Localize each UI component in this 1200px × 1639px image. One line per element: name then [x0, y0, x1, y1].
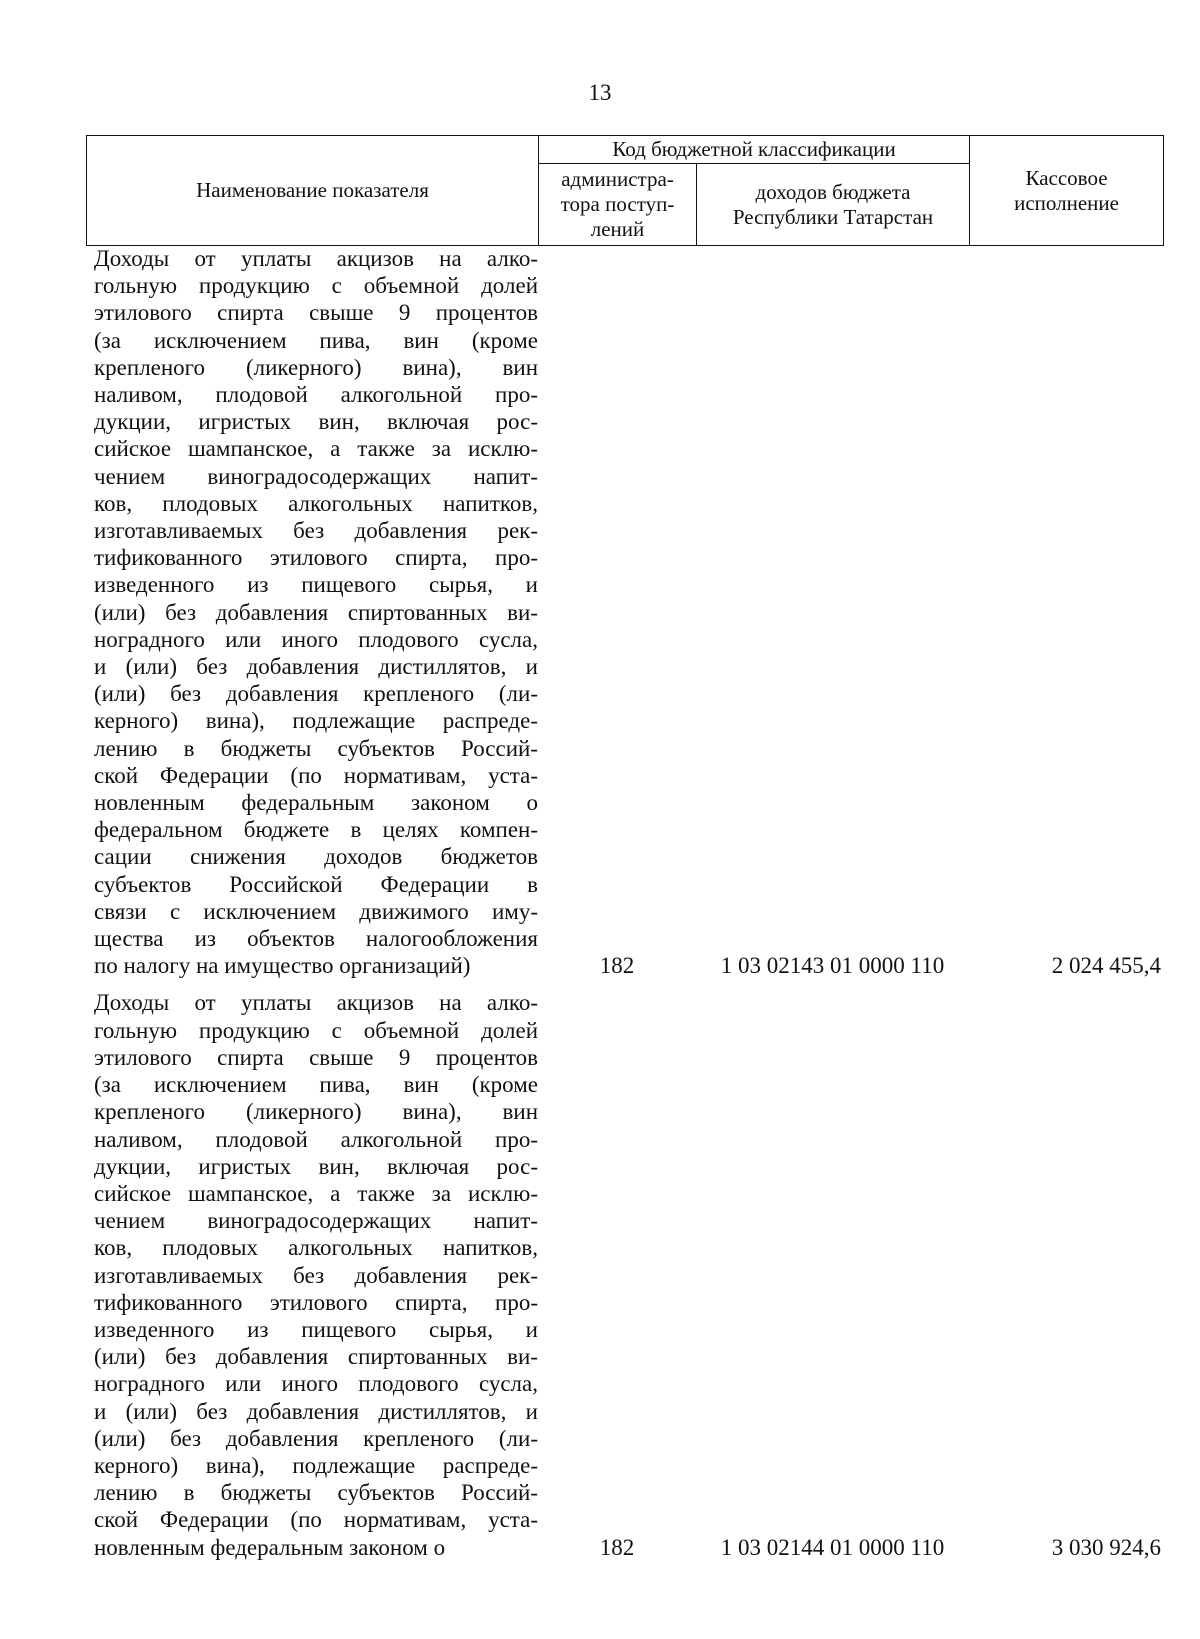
indicator-name-line: лению в бюджеты субъектов Россий- — [94, 1480, 538, 1506]
indicator-name-line: этилового спирта свыше 9 процентов — [94, 300, 538, 326]
table-row — [86, 245, 1163, 979]
indicator-name-line: гольную продукцию с объемной долей — [94, 273, 538, 299]
indicator-name-line: чением виноградосодержащих напит- — [94, 1208, 538, 1234]
column-header-cash-line: исполнение — [1014, 190, 1119, 215]
indicator-name-line: (или) без добавления крепленого (ли- — [94, 1425, 538, 1451]
indicator-name-line: наливом, плодовой алкогольной про- — [94, 1126, 538, 1152]
indicator-name-line: (или) без добавления спиртованных ви- — [94, 1344, 538, 1370]
indicator-name-line: тификованного этилового спирта, про- — [94, 1289, 538, 1315]
column-header-cash-line: Кассовое — [1025, 165, 1108, 190]
indicator-name-line: (или) без добавления крепленого (ли- — [94, 681, 538, 707]
indicator-name-line: крепленого (ликерного) вина), вин — [94, 354, 538, 380]
column-header-cash — [970, 136, 1164, 246]
indicator-name-line: и (или) без добавления дистиллятов, и — [94, 1398, 538, 1424]
cash-amount-cell: 2 024 455,4 — [1051, 953, 1161, 979]
cash-amount-cell: 3 030 924,6 — [1051, 1534, 1161, 1560]
indicator-name-line: тификованного этилового спирта, про- — [94, 545, 538, 571]
indicator-name-line: щества из объектов налогообложения — [94, 926, 538, 952]
indicator-name-line: субъектов Российской Федерации в — [94, 871, 538, 897]
indicator-name-line: сийское шампанское, а также за исклю- — [94, 1180, 538, 1206]
indicator-name-line: изведенного из пищевого сырья, и — [94, 572, 538, 598]
admin-code-cell: 182 — [599, 953, 635, 979]
column-header-income-line: доходов бюджета — [755, 179, 911, 204]
indicator-name-line: новленным федеральным законом о — [94, 1534, 446, 1560]
indicator-name-line: связи с исключением движимого иму- — [94, 898, 538, 924]
admin-code-cell: 182 — [599, 1534, 635, 1560]
indicator-name-line: ков, плодовых алкогольных напитков, — [94, 1235, 538, 1261]
indicator-name-line: ков, плодовых алкогольных напитков, — [94, 490, 538, 516]
indicator-name-line: (за исключением пива, вин (кроме — [94, 1072, 538, 1098]
indicator-name-line: Доходы от уплаты акцизов на алко- — [94, 246, 538, 271]
indicator-name-line: изготавливаемых без добавления рек- — [94, 1262, 538, 1288]
indicator-name-line: (за исключением пива, вин (кроме — [94, 327, 538, 353]
table-header — [86, 135, 1164, 246]
indicator-name-line: дукции, игристых вин, включая рос- — [94, 1153, 538, 1179]
indicator-name-line: керного) вина), подлежащие распреде- — [94, 708, 538, 734]
indicator-name-line: федеральном бюджете в целях компен- — [94, 817, 538, 843]
indicator-name-line: чением виноградосодержащих напит- — [94, 463, 538, 489]
indicator-name-line: по налогу на имущество организаций) — [94, 953, 471, 979]
budget-code-cell: 1 03 02143 01 0000 110 — [720, 953, 945, 979]
table-row — [86, 989, 1163, 1560]
table-body — [86, 245, 1163, 1561]
indicator-name-line: наливом, плодовой алкогольной про- — [94, 382, 538, 408]
indicator-name-line: изготавливаемых без добавления рек- — [94, 518, 538, 544]
column-header-code-group: Код бюджетной классификации — [539, 136, 970, 164]
indicator-name-line: крепленого (ликерного) вина), вин — [94, 1099, 538, 1125]
page-number: 13 — [588, 80, 612, 105]
indicator-name-line: сации снижения доходов бюджетов — [94, 844, 538, 870]
column-header-admin-line: администра- — [561, 167, 674, 191]
indicator-name-line: дукции, игристых вин, включая рос- — [94, 409, 538, 435]
indicator-name-line: сийское шампанское, а также за исклю- — [94, 436, 538, 462]
indicator-name-line: ноградного или иного плодового сусла, — [94, 626, 538, 652]
indicator-name-cell — [86, 989, 538, 1560]
indicator-name-line: новленным федеральным законом о — [94, 790, 538, 816]
indicator-name-line: гольную продукцию с объемной долей — [94, 1017, 538, 1043]
column-header-income-line: Республики Татарстан — [732, 204, 934, 229]
column-header-name: Наименование показателя — [87, 136, 539, 246]
column-header-admin — [539, 164, 697, 246]
column-header-admin-line: тора поступ- — [560, 192, 675, 216]
indicator-name-line: (или) без добавления спиртованных ви- — [94, 599, 538, 625]
indicator-name-line: этилового спирта свыше 9 процентов — [94, 1044, 538, 1070]
row-spacer — [86, 979, 1163, 989]
column-header-income — [697, 164, 970, 246]
indicator-name-cell — [86, 245, 538, 979]
indicator-name-line: и (или) без добавления дистиллятов, и — [94, 654, 538, 680]
indicator-name-line: ской Федерации (по нормативам, уста- — [94, 1507, 538, 1533]
indicator-name-line: изведенного из пищевого сырья, и — [94, 1316, 538, 1342]
indicator-name-line: ской Федерации (по нормативам, уста- — [94, 762, 538, 788]
indicator-name-line: Доходы от уплаты акцизов на алко- — [94, 990, 538, 1016]
budget-code-cell: 1 03 02144 01 0000 110 — [720, 1534, 945, 1560]
indicator-name-line: керного) вина), подлежащие распреде- — [94, 1452, 538, 1478]
indicator-name-line: ноградного или иного плодового сусла, — [94, 1371, 538, 1397]
indicator-name-line: лению в бюджеты субъектов Россий- — [94, 735, 538, 761]
column-header-admin-line: лений — [590, 217, 645, 241]
